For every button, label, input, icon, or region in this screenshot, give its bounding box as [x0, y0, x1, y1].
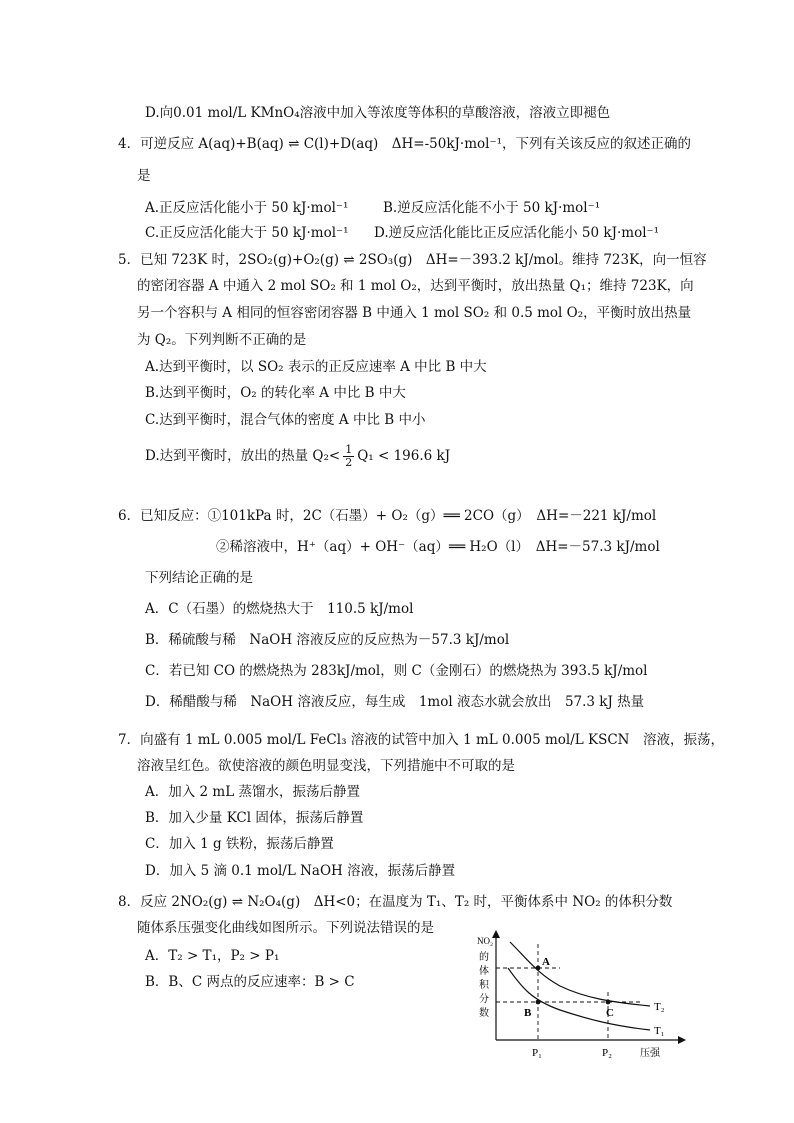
q8-option-a: A．T₂ > T₁，P₂ > P₁: [145, 948, 280, 964]
q5-option-d-prefix: D.达到平衡时，放出的热量 Q₂<: [145, 448, 341, 464]
point-a-marker: [536, 966, 541, 971]
point-b-marker: [536, 1000, 541, 1005]
x-tick-p1: P₁: [532, 1047, 542, 1059]
q8-stem-line1: 8．反应 2NO₂(g) ⇌ N₂O₄(g) ΔH<0；在温度为 T₁、T₂ 时，平衡体系中 NO₂ 的体积分数: [118, 894, 673, 910]
x-axis-label: 压强: [640, 1048, 660, 1059]
q7-option-a: A．加入 2 mL 蒸馏水，振荡后静置: [145, 784, 360, 800]
q4-option-b: B.逆反应活化能不小于 50 kJ·mol⁻¹: [383, 200, 601, 216]
q3-option-d: D.向0.01 mol/L KMnO₄溶液中加入等浓度等体积的草酸溶液，溶液立即褪色: [145, 105, 611, 121]
q8-option-b: B．B、C 两点的反应速率：B > C: [145, 974, 355, 990]
y-axis-label-top: NO₂: [477, 936, 494, 946]
q6-stem-line2: ②稀溶液中，H⁺（aq）+ OH⁻（aq）══ H₂O（l） ΔH=－57.3 kJ/mol: [216, 539, 660, 555]
q6-option-c: C．若已知 CO 的燃烧热为 283kJ/mol，则 C（金刚石）的燃烧热为 393.5 kJ/mol: [145, 663, 648, 679]
curve-t1: [508, 968, 650, 1030]
q4-option-a: A.正反应活化能小于 50 kJ·mol⁻¹: [145, 200, 349, 216]
fraction-numerator: 1: [345, 443, 353, 456]
q5-option-b: B.达到平衡时，O₂ 的转化率 A 中比 B 中大: [145, 385, 406, 401]
curve-t2: [510, 942, 650, 1006]
y-axis-label-char: 数: [479, 1008, 489, 1019]
y-axis-label-char: 的: [479, 952, 489, 963]
q6-option-a: A．C（石墨）的燃烧热大于 110.5 kJ/mol: [145, 601, 414, 617]
q6-stem-line3: 下列结论正确的是: [145, 570, 253, 586]
q5-option-c: C.达到平衡时，混合气体的密度 A 中比 B 中小: [145, 412, 426, 428]
q4-stem-line1: 4．可逆反应 A(aq)+B(aq) ⇌ C(l)+D(aq) ΔH=-50kJ·mol⁻¹，下列有关该反应的叙述正确的: [118, 136, 691, 152]
q4-option-c: C.正反应活化能大于 50 kJ·mol⁻¹: [145, 225, 349, 241]
q8-stem-line2: 随体系压强变化曲线如图所示。下列说法错误的是: [137, 920, 434, 936]
q6-option-b: B．稀硫酸与稀 NaOH 溶液反应的反应热为－57.3 kJ/mol: [145, 632, 510, 648]
point-c-label: C: [606, 1007, 614, 1019]
fraction-one-half: [343, 444, 354, 469]
q6-option-d: D．稀醋酸与稀 NaOH 溶液反应，每生成 1mol 液态水就会放出 57.3 kJ 热量: [145, 694, 645, 710]
q5-stem-line3: 另一个容积与 A 相同的恒容密闭容器 B 中通入 1 mol SO₂ 和 0.5 mol O₂，平衡时放出热量: [137, 305, 692, 321]
y-axis-arrow: [492, 930, 500, 938]
y-axis-label-char: 体: [479, 966, 489, 977]
curve-t1-label: T₁: [654, 1025, 665, 1037]
y-axis-label-char: 分: [479, 994, 489, 1005]
point-c-marker: [606, 1000, 611, 1005]
q7-option-d: D．加入 5 滴 0.1 mol/L NaOH 溶液，振荡后静置: [145, 863, 456, 879]
no2-pressure-figure: [470, 930, 690, 1070]
x-tick-p2: P₂: [602, 1047, 612, 1059]
q6-stem-line1: 6．已知反应：①101kPa 时，2C（石墨）+ O₂（g）══ 2CO（g） ΔH=－221 kJ/mol: [118, 508, 657, 524]
q4-stem-line2: 是: [137, 168, 151, 184]
q7-stem-line2: 溶液呈红色。欲使溶液的颜色明显变浅，下列措施中不可取的是: [137, 758, 515, 774]
q7-option-c: C．加入 1 g 铁粉，振荡后静置: [145, 836, 334, 852]
q5-option-d: [145, 442, 450, 470]
q7-option-b: B．加入少量 KCl 固体，振荡后静置: [145, 810, 364, 826]
x-axis-arrow: [678, 1036, 686, 1044]
q5-stem-line1: 5．已知 723K 时，2SO₂(g)+O₂(g) ⇌ 2SO₃(g) ΔH=－393.2 kJ/mol。维持 723K，向一恒容: [118, 252, 707, 268]
point-a-label: A: [542, 956, 550, 968]
q5-option-a: A.达到平衡时，以 SO₂ 表示的正反应速率 A 中比 B 中大: [145, 359, 487, 375]
point-b-label: B: [524, 1007, 532, 1019]
q5-stem-line2: 的密闭容器 A 中通入 2 mol SO₂ 和 1 mol O₂，达到平衡时，放出热量 Q₁；维持 723K，向: [137, 278, 694, 294]
y-axis-label-char: 积: [479, 980, 489, 991]
q5-stem-line4: 为 Q₂。下列判断不正确的是: [137, 332, 307, 348]
q4-option-d: D.逆反应活化能比正反应活化能小 50 kJ·mol⁻¹: [374, 225, 660, 241]
q5-option-d-suffix: Q₁ < 196.6 kJ: [357, 448, 451, 464]
curve-t2-label: T₂: [654, 1001, 665, 1013]
fraction-denominator: 2: [345, 456, 353, 469]
q7-stem-line1: 7．向盛有 1 mL 0.005 mol/L FeCl₃ 溶液的试管中加入 1 mL 0.005 mol/L KSCN 溶液，振荡，: [118, 732, 724, 748]
